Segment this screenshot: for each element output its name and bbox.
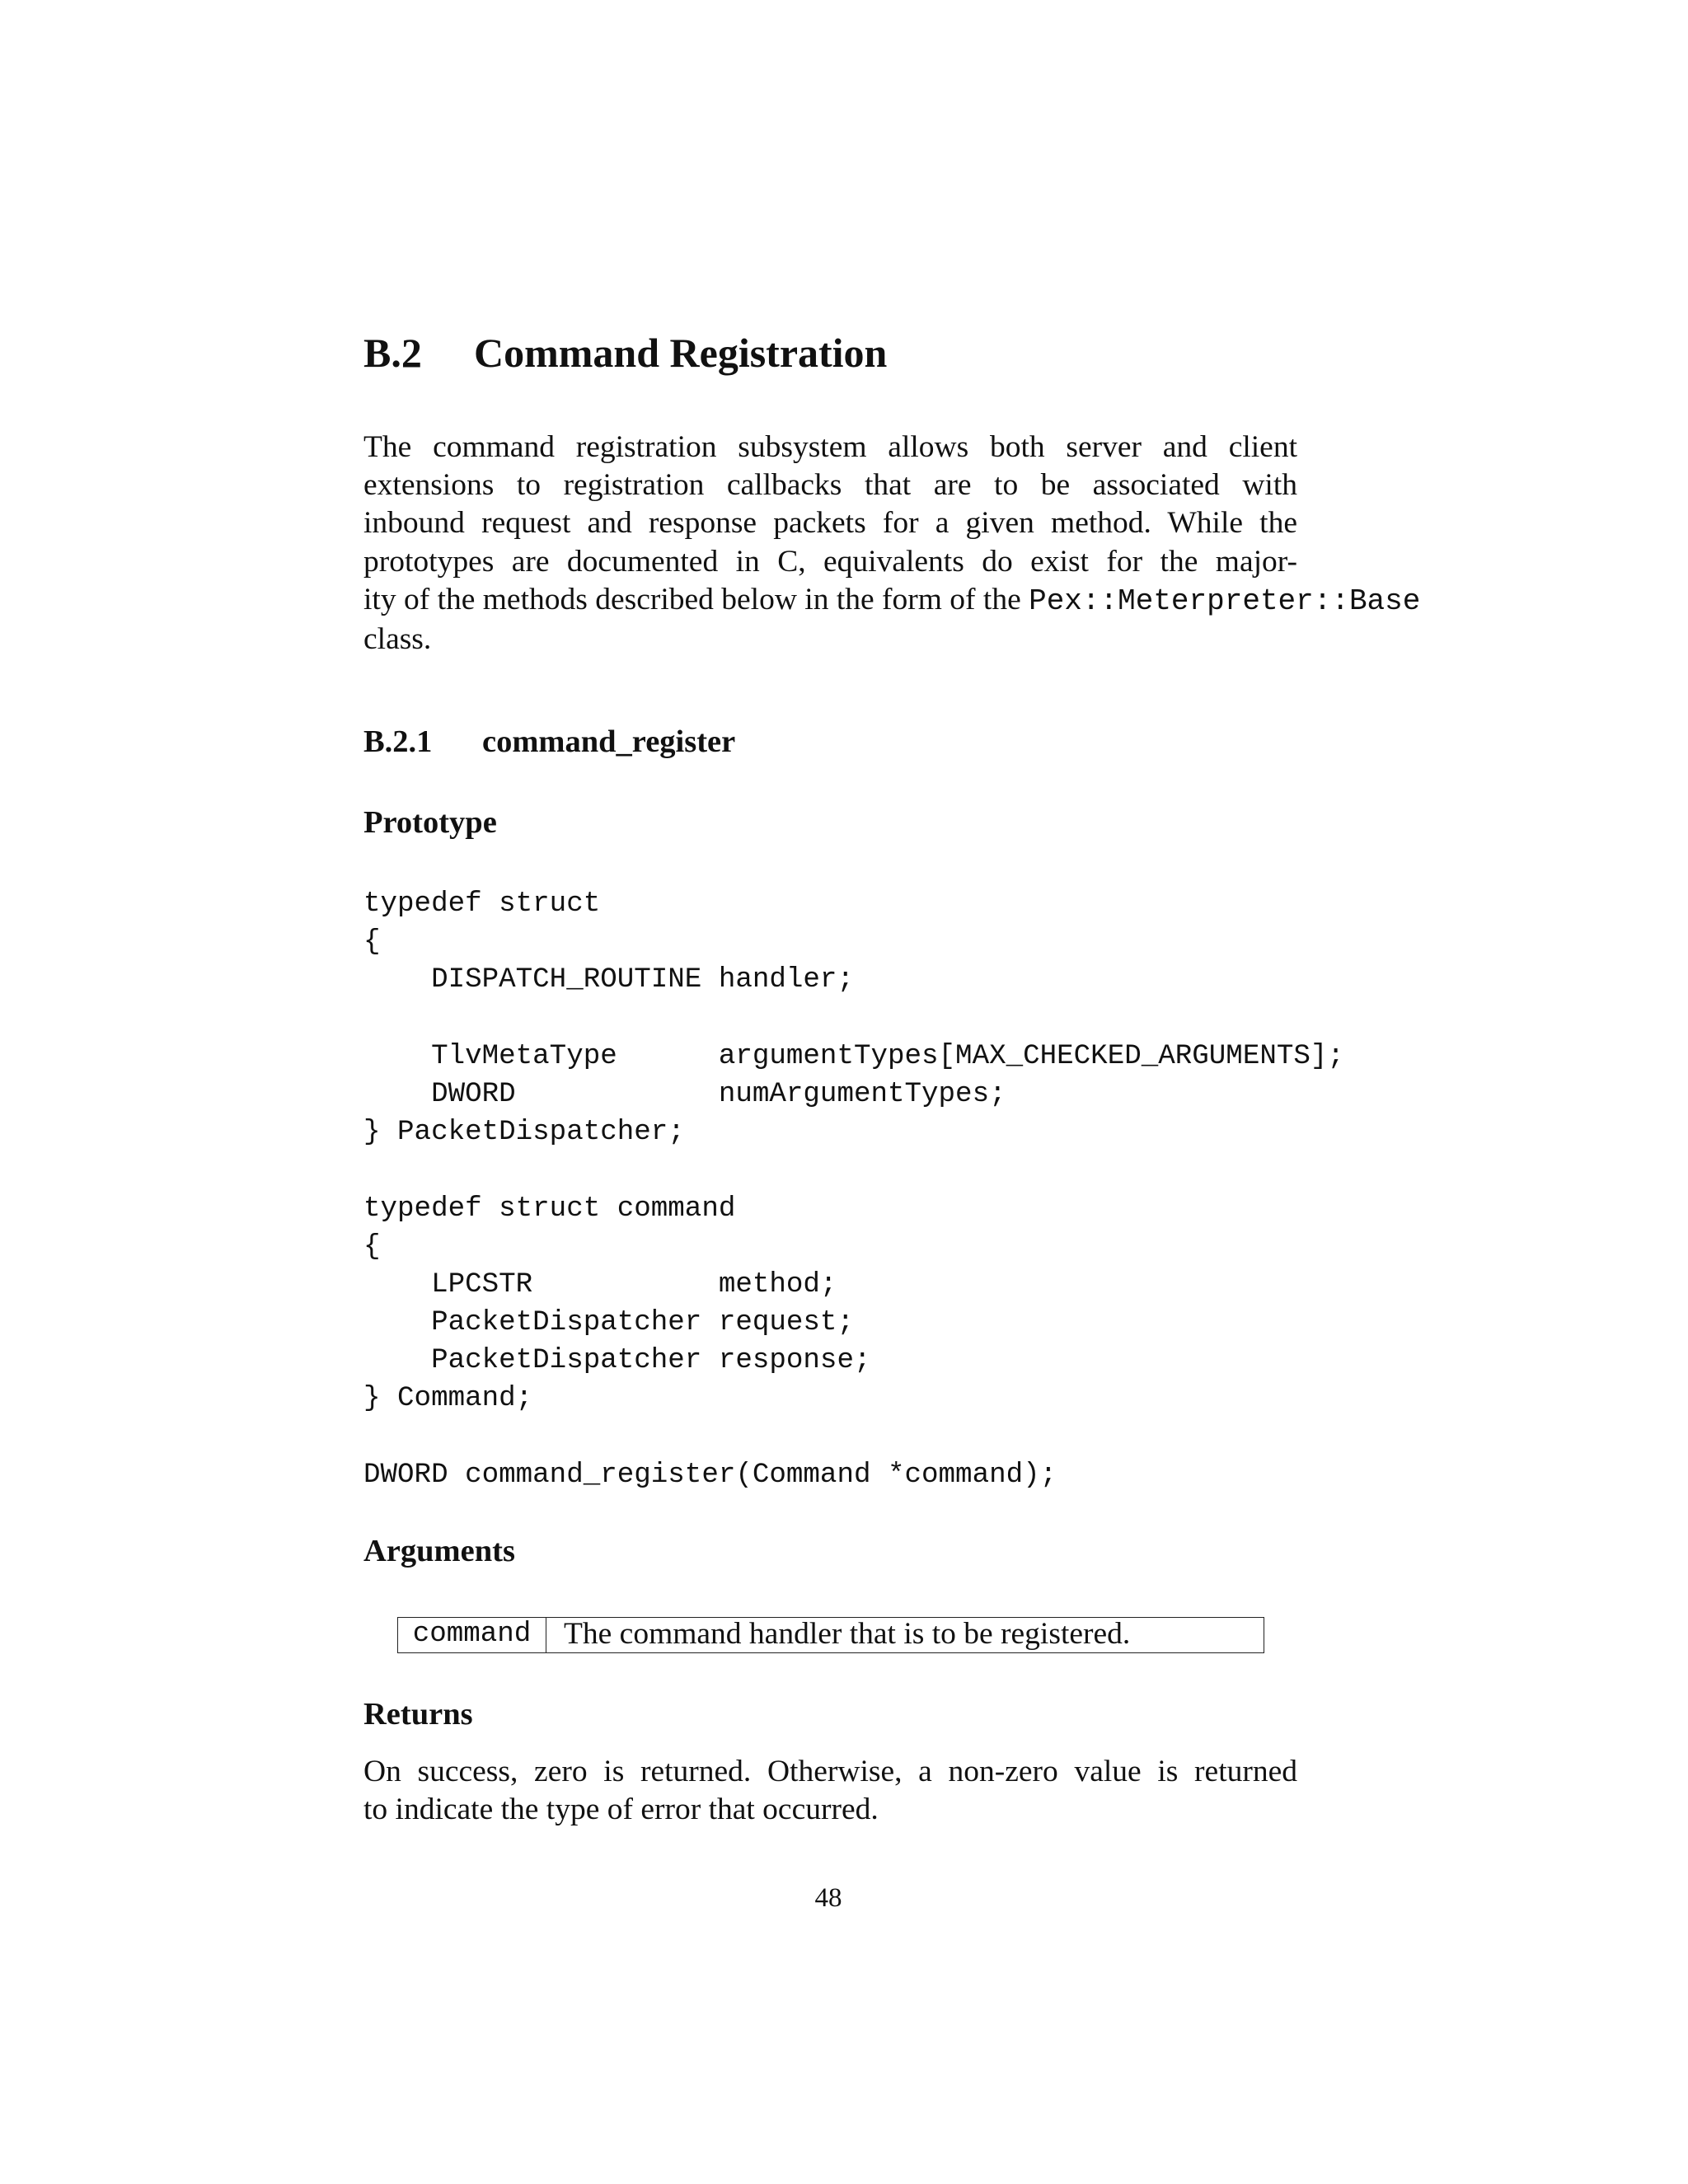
code-line: TlvMetaType argumentTypes[MAX_CHECKED_ARGUMENTS];: [363, 1040, 1344, 1072]
returns-line: On success, zero is returned. Otherwise, a non-zero value is returned: [363, 1755, 1297, 1788]
code-line: {: [363, 1230, 381, 1263]
code-line: } Command;: [363, 1383, 533, 1415]
intro-line: The command registration subsystem allows both server and client: [363, 430, 1297, 464]
subsection-number: B.2.1: [363, 724, 433, 759]
code-line: {: [363, 926, 381, 958]
page-number: 48: [814, 1883, 842, 1913]
argument-description: The command handler that is to be registered.: [564, 1617, 1131, 1651]
code-line: PacketDispatcher response;: [363, 1345, 871, 1377]
intro-paragraph: [363, 429, 1443, 658]
arguments-table: [397, 1617, 1264, 1653]
class-name-code: Pex::Meterpreter::Base: [1029, 583, 1421, 618]
section-number: B.2: [363, 330, 422, 376]
code-line: [363, 1000, 1344, 1038]
intro-line: inbound request and response packets for a given method. While the: [363, 506, 1297, 541]
section-title: Command Registration: [474, 330, 888, 376]
code-line: DISPATCH_ROUTINE handler;: [363, 964, 854, 996]
code-block: [363, 885, 1344, 1494]
returns-paragraph: [363, 1753, 1297, 1829]
subsection-title: command_register: [482, 724, 736, 759]
section-heading: [363, 326, 887, 379]
code-line: DWORD numArgumentTypes;: [363, 1078, 1006, 1110]
code-line: typedef struct: [363, 888, 601, 920]
subsection-heading: [363, 721, 735, 762]
argument-name: command: [398, 1618, 546, 1652]
code-line: LPCSTR method;: [363, 1268, 837, 1301]
code-line: DWORD command_register(Command *command);: [363, 1459, 1057, 1491]
intro-line: [363, 581, 1443, 621]
intro-line: class.: [363, 622, 432, 657]
intro-line-text: ity of the methods described below in the form of the: [363, 582, 1029, 616]
code-line: } PacketDispatcher;: [363, 1117, 685, 1149]
intro-line: extensions to registration callbacks that are to be associated with: [363, 468, 1297, 503]
code-line: PacketDispatcher request;: [363, 1307, 854, 1339]
prototype-heading: Prototype: [363, 805, 497, 840]
code-line: typedef struct command: [363, 1193, 736, 1225]
code-line: [363, 1418, 1344, 1456]
returns-line: to indicate the type of error that occurred.: [363, 1793, 879, 1827]
arguments-heading: Arguments: [363, 1534, 515, 1568]
code-line: [363, 1151, 1344, 1189]
intro-line: prototypes are documented in C, equivalents do exist for the major-: [363, 544, 1297, 579]
returns-heading: Returns: [363, 1697, 473, 1732]
